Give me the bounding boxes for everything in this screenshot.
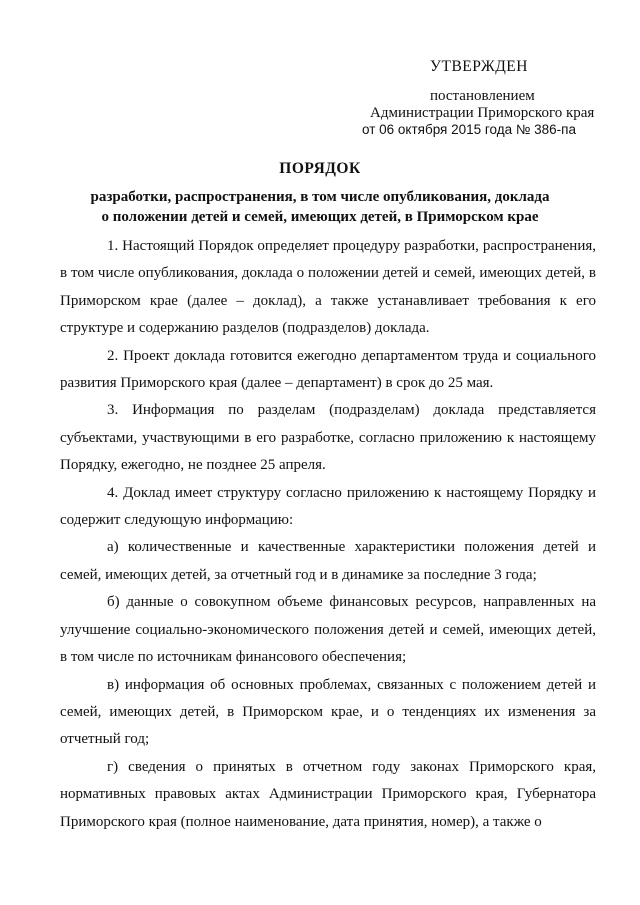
document-body xyxy=(60,233,596,836)
paragraph-item-b: б) данные о совокупном объеме финансовых ресурсов, направленных на улучшение социально-экономического положения детей и семей, имеющих детей, в том числе по источникам финансового обеспечения; xyxy=(60,594,596,666)
paragraph-item-g: г) сведения о принятых в отчетном году законах Приморского края, нормативных правовых актах Администрации Приморского края, Губернатора Приморского края (полное наименование, дата принятия, номер), а также о xyxy=(60,758,596,830)
document-subtitle xyxy=(40,187,600,227)
paragraph-1: 1. Настоящий Порядок определяет процедуру разработки, распространения, в том числе опубликования, доклада о положении детей и семей, имеющих детей, в Приморском крае (далее – доклад), а также устанавливает требования к его структуре и содержанию разделов (подразделов) доклада. xyxy=(60,238,596,337)
approval-line-decree: постановлением xyxy=(430,88,535,104)
paragraph-3: 3. Информация по разделам (подразделам) доклада представляется субъектами, участвующими в его разработке, согласно приложению к настоящему Порядку, ежегодно, не позднее 25 апреля. xyxy=(60,402,596,474)
document-title: ПОРЯДОК xyxy=(279,160,361,177)
paragraph-4: 4. Доклад имеет структуру согласно приложению к настоящему Порядку и содержит следующую информацию: xyxy=(60,484,596,529)
subtitle-line-2: о положении детей и семей, имеющих детей, в Приморском крае xyxy=(101,209,539,225)
approval-line-date-number: от 06 октября 2015 года № 386-па xyxy=(362,122,576,137)
paragraph-2: 2. Проект доклада готовится ежегодно департаментом труда и социального развития Приморского края (далее – департамент) в срок до 25 мая. xyxy=(60,347,596,392)
approved-heading: УТВЕРЖДЕН xyxy=(430,58,528,75)
paragraph-item-a: а) количественные и качественные характеристики положения детей и семей, имеющих детей, за отчетный год и в динамике за последние 3 года; xyxy=(60,539,596,583)
paragraph-item-v: в) информация об основных проблемах, связанных с положением детей и семей, имеющих детей, в Приморском крае, и о тенденциях их изменения за отчетный год; xyxy=(60,676,596,748)
approval-line-administration: Администрации Приморского края xyxy=(370,105,595,121)
subtitle-line-1: разработки, распространения, в том числе опубликования, доклада xyxy=(90,189,550,205)
